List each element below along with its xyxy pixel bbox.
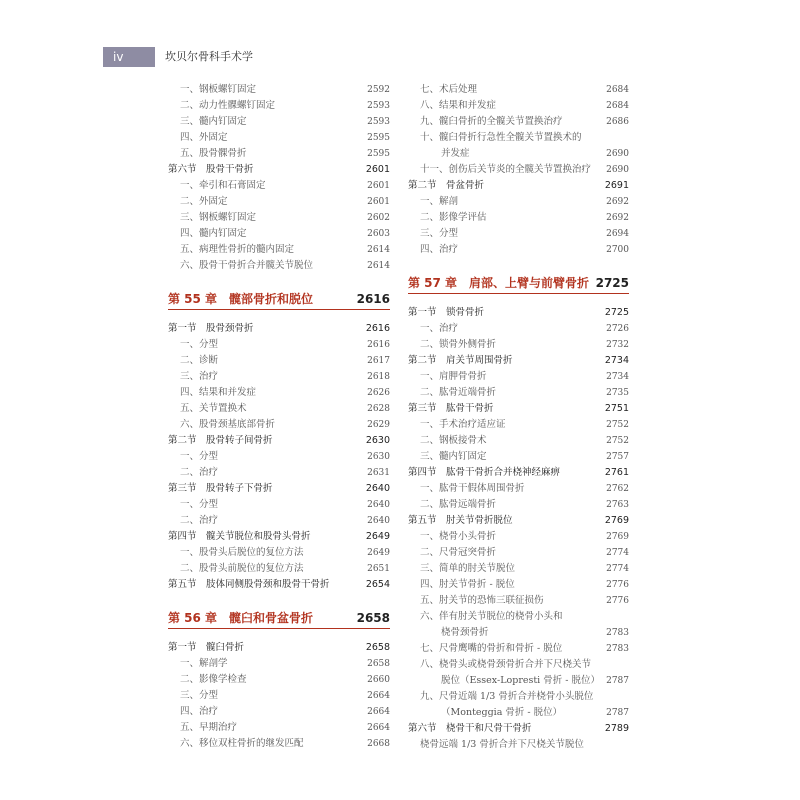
toc-entry-page: 2732 (606, 340, 629, 350)
toc-entry-title: 五、早期治疗 (180, 722, 238, 733)
toc-entry-page: 2763 (606, 500, 629, 510)
toc-entry (408, 210, 629, 226)
toc-entry-title: 四、治疗 (420, 244, 459, 255)
toc-entry-title: 第二节 肩关节周围骨折 (408, 355, 513, 366)
toc-entry-title: 十一、创伤后关节炎的全髋关节置换治疗 (420, 164, 592, 175)
toc-entry (168, 369, 390, 385)
toc-entry-title: 一、肱骨干假体周围骨折 (420, 483, 525, 494)
toc-entry-page: 2614 (367, 245, 390, 255)
toc-entry-title: 二、治疗 (180, 467, 219, 478)
toc-entry (408, 497, 629, 513)
toc-entry (408, 114, 629, 130)
toc-entry-page: 2787 (606, 708, 629, 718)
toc-entry-title: 第六节 桡骨干和尺骨干骨折 (408, 723, 532, 734)
toc-entry-page: 2692 (606, 213, 629, 223)
toc-entry-title: 五、关节置换术 (180, 403, 247, 414)
toc-section (408, 721, 629, 737)
toc-entry-page: 2664 (367, 723, 390, 733)
toc-entry-title: 二、治疗 (180, 515, 219, 526)
toc-entry (408, 657, 629, 673)
toc-entry (168, 545, 390, 561)
toc-entry (168, 178, 390, 194)
toc-entry-page: 2774 (606, 548, 629, 558)
toc-entry (408, 593, 629, 609)
toc-entry (408, 162, 629, 178)
toc-section (168, 529, 390, 545)
toc-entry-title: 第五节 肘关节骨折脱位 (408, 515, 513, 526)
toc-entry-page: 2751 (604, 403, 629, 414)
toc-entry (408, 737, 629, 753)
toc-entry (168, 449, 390, 465)
toc-entry-page: 2595 (367, 149, 390, 159)
toc-entry-title: 四、结果和并发症 (180, 387, 257, 398)
toc-entry-page: 2725 (595, 276, 629, 290)
toc-entry-title: 七、术后处理 (420, 84, 478, 95)
toc-entry-title: 一、解剖 (420, 196, 459, 207)
toc-chapter (408, 272, 629, 294)
toc-section (408, 465, 629, 481)
toc-entry (408, 130, 629, 146)
toc-entry-page: 2651 (367, 564, 390, 574)
toc-entry (168, 561, 390, 577)
toc-entry-page: 2725 (604, 307, 629, 318)
toc-entry (168, 82, 390, 98)
toc-entry (408, 529, 629, 545)
toc-entry-title: 八、桡骨头或桡骨颈骨折合并下尺桡关节 (420, 659, 592, 670)
toc-entry-title: 二、外固定 (180, 196, 228, 207)
toc-entry-title: 八、结果和并发症 (420, 100, 497, 111)
toc-entry-page: 2618 (367, 372, 390, 382)
toc-entry-page: 2752 (606, 420, 629, 430)
toc-entry-page: 2617 (367, 356, 390, 366)
toc-entry-page: 2769 (604, 515, 629, 526)
toc-entry-title: 二、锁骨外侧骨折 (420, 339, 497, 350)
chapter-divider (168, 309, 390, 310)
toc-entry-page: 2630 (367, 452, 390, 462)
toc-entry-page: 2691 (604, 180, 629, 191)
toc-entry-title: 第二节 骨盆骨折 (408, 180, 485, 191)
toc-entry (168, 130, 390, 146)
toc-section (168, 162, 390, 178)
toc-entry-title: 十、髋臼骨折行急性全髋关节置换术的 (420, 132, 582, 143)
toc-entry-page: 2776 (606, 580, 629, 590)
toc-entry (408, 82, 629, 98)
toc-entry (408, 385, 629, 401)
toc-entry-page: 2640 (365, 483, 390, 494)
toc-entry-page: 2690 (606, 165, 629, 175)
toc-entry-page: 2628 (367, 404, 390, 414)
toc-entry-title: 一、牵引和石膏固定 (180, 180, 266, 191)
toc-entry-title: 五、病理性骨折的髓内固定 (180, 244, 295, 255)
toc-entry (168, 497, 390, 513)
toc-entry (168, 720, 390, 736)
toc-entry (168, 656, 390, 672)
toc-entry-page: 2603 (367, 229, 390, 239)
toc-entry (408, 609, 629, 625)
toc-section (408, 178, 629, 194)
toc-entry-page: 2616 (356, 292, 390, 306)
toc-entry (408, 194, 629, 210)
toc-entry-page: 2690 (606, 149, 629, 159)
toc-entry-title: 第一节 髋臼骨折 (168, 642, 245, 653)
toc-entry (168, 513, 390, 529)
toc-entry (168, 417, 390, 433)
toc-entry-title: 四、髓内钉固定 (180, 228, 247, 239)
toc-entry-page: 2664 (367, 691, 390, 701)
toc-section (408, 353, 629, 369)
toc-entry (168, 688, 390, 704)
toc-entry-title: 第四节 髋关节脱位和股骨头骨折 (168, 531, 311, 542)
toc-entry-title: 五、肘关节的恐怖三联征损伤 (420, 595, 544, 606)
toc-entry-title: 第三节 肱骨干骨折 (408, 403, 494, 414)
toc-entry-page: 2762 (606, 484, 629, 494)
toc-entry (408, 641, 629, 657)
toc-entry-title: 桡骨远端 1/3 骨折合并下尺桡关节脱位 (420, 739, 584, 750)
toc-entry-page: 2769 (606, 532, 629, 542)
toc-entry-title: 第四节 肱骨干骨折合并桡神经麻痹 (408, 467, 561, 478)
toc-section (168, 577, 390, 593)
toc-section (408, 305, 629, 321)
toc-entry-title: 第 56 章 髋臼和骨盆骨折 (168, 611, 314, 625)
toc-entry-title: 六、股骨颈基底部骨折 (180, 419, 276, 430)
toc-entry-title: 二、诊断 (180, 355, 219, 366)
toc-entry-page: 2776 (606, 596, 629, 606)
toc-entry (408, 242, 629, 258)
toc-entry (408, 98, 629, 114)
toc-entry-title: 三、治疗 (180, 371, 219, 382)
toc-entry-page: 2787 (606, 676, 629, 686)
toc-section (408, 401, 629, 417)
toc-entry (168, 736, 390, 752)
toc-entry (168, 114, 390, 130)
toc-entry (168, 98, 390, 114)
toc-entry-title: 三、分型 (180, 690, 219, 701)
toc-entry (408, 417, 629, 433)
toc-entry (168, 210, 390, 226)
toc-entry-page: 2783 (606, 644, 629, 654)
toc-entry-title: 二、尺骨冠突骨折 (420, 547, 497, 558)
toc-entry-page: 2593 (367, 101, 390, 111)
toc-entry-title: 六、伴有肘关节脱位的桡骨小头和 (420, 611, 563, 622)
toc-entry-title: 一、分型 (180, 339, 219, 350)
toc-entry-title: 桡骨颈骨折 (441, 627, 489, 638)
toc-entry-title: 脱位（Essex-Lopresti 骨折 - 脱位） (441, 675, 600, 686)
toc-entry-page: 2649 (367, 548, 390, 558)
toc-entry (408, 369, 629, 385)
toc-entry-page: 2735 (606, 388, 629, 398)
toc-entry (408, 321, 629, 337)
toc-entry-page: 2660 (367, 675, 390, 685)
toc-entry-page: 2658 (356, 611, 390, 625)
toc-entry-title: 二、影像学评估 (420, 212, 487, 223)
toc-entry-title: 一、桡骨小头骨折 (420, 531, 497, 542)
toc-entry-page: 2640 (367, 500, 390, 510)
toc-entry-page: 2649 (365, 531, 390, 542)
toc-entry-title: 四、肘关节骨折 - 脱位 (420, 579, 515, 590)
toc-entry-page: 2616 (365, 323, 390, 334)
toc-entry (168, 401, 390, 417)
toc-entry-title: 六、股骨干骨折合并髋关节脱位 (180, 260, 314, 271)
chapter-divider (408, 293, 629, 294)
toc-entry-page: 2654 (365, 579, 390, 590)
toc-entry-title: 一、股骨头后脱位的复位方法 (180, 547, 304, 558)
toc-entry-page: 2602 (367, 213, 390, 223)
toc-entry-page: 2631 (367, 468, 390, 478)
toc-entry-title: 第六节 股骨干骨折 (168, 164, 254, 175)
toc-entry-title: 第三节 股骨转子下骨折 (168, 483, 273, 494)
toc-entry-title: 七、尺骨鹰嘴的骨折和骨折 - 脱位 (420, 643, 563, 654)
toc-entry-page: 2616 (367, 340, 390, 350)
toc-entry-title: 九、尺骨近端 1/3 骨折合并桡骨小头脱位 (420, 691, 594, 702)
chapter-divider (168, 628, 390, 629)
toc-entry (168, 194, 390, 210)
toc-entry (408, 226, 629, 242)
toc-entry (408, 561, 629, 577)
toc-entry-title: 四、外固定 (180, 132, 228, 143)
toc-entry-title: 五、股骨髁骨折 (180, 148, 247, 159)
toc-entry-title: 一、肩胛骨骨折 (420, 371, 487, 382)
toc-entry-title: 二、股骨头前脱位的复位方法 (180, 563, 304, 574)
toc-entry-title: 一、分型 (180, 499, 219, 510)
toc-entry-title: 第一节 锁骨骨折 (408, 307, 485, 318)
toc-entry (408, 449, 629, 465)
toc-entry (408, 577, 629, 593)
toc-entry-page: 2757 (606, 452, 629, 462)
toc-section (168, 321, 390, 337)
toc-entry (408, 146, 629, 162)
toc-entry-title: 一、分型 (180, 451, 219, 462)
toc-entry-title: 六、移位双柱骨折的继发匹配 (180, 738, 304, 749)
toc-entry-title: 第 55 章 髋部骨折和脱位 (168, 292, 314, 306)
toc-entry-title: 二、肱骨近端骨折 (420, 387, 497, 398)
toc-entry-title: 四、治疗 (180, 706, 219, 717)
toc-section (168, 433, 390, 449)
toc-entry-title: 九、髋臼骨折的全髋关节置换治疗 (420, 116, 563, 127)
toc-section (408, 513, 629, 529)
toc-entry-title: 第一节 股骨颈骨折 (168, 323, 254, 334)
toc-entry-title: 第五节 肢体同侧股骨颈和股骨干骨折 (168, 579, 330, 590)
toc-entry-page: 2614 (367, 261, 390, 271)
toc-entry-page: 2601 (367, 181, 390, 191)
toc-entry-title: 二、肱骨远端骨折 (420, 499, 497, 510)
toc-entry (408, 625, 629, 641)
toc-entry-title: 并发症 (441, 148, 470, 159)
toc-entry-title: 二、影像学检查 (180, 674, 247, 685)
toc-entry-page: 2658 (365, 642, 390, 653)
toc-entry (408, 673, 629, 689)
toc-entry (168, 337, 390, 353)
toc-entry-page: 2626 (367, 388, 390, 398)
toc-entry-page: 2595 (367, 133, 390, 143)
toc-entry-page: 2692 (606, 197, 629, 207)
toc-entry-title: 一、钢板螺钉固定 (180, 84, 257, 95)
toc-entry (168, 146, 390, 162)
toc-entry (408, 545, 629, 561)
toc-entry-page: 2734 (606, 372, 629, 382)
toc-entry-title: 第 57 章 肩部、上臂与前臂骨折 (408, 276, 590, 290)
toc-entry (168, 242, 390, 258)
toc-entry (408, 481, 629, 497)
toc-entry (168, 226, 390, 242)
toc-entry (168, 385, 390, 401)
toc-entry-page: 2684 (606, 85, 629, 95)
toc-entry-page: 2629 (367, 420, 390, 430)
toc-entry (408, 689, 629, 705)
toc-entry-title: 三、简单的肘关节脱位 (420, 563, 516, 574)
toc-entry-title: 三、髓内钉固定 (180, 116, 247, 127)
toc-entry-page: 2684 (606, 101, 629, 111)
toc-entry-page: 2658 (367, 659, 390, 669)
toc-entry-title: 三、髓内钉固定 (420, 451, 487, 462)
toc-entry (168, 258, 390, 274)
toc-entry-page: 2774 (606, 564, 629, 574)
toc-entry-page: 2783 (606, 628, 629, 638)
toc-section (168, 481, 390, 497)
toc-entry (168, 465, 390, 481)
toc-entry-page: 2664 (367, 707, 390, 717)
toc-section (168, 640, 390, 656)
toc-entry-page: 2592 (367, 85, 390, 95)
toc-entry-page: 2640 (367, 516, 390, 526)
toc-entry (408, 337, 629, 353)
toc-entry-page: 2700 (606, 245, 629, 255)
toc-entry-title: 一、治疗 (420, 323, 459, 334)
toc-entry-page: 2761 (604, 467, 629, 478)
toc-entry (168, 704, 390, 720)
toc-entry (168, 672, 390, 688)
toc-chapter (168, 288, 390, 310)
toc-entry-title: 第二节 股骨转子间骨折 (168, 435, 273, 446)
toc-entry-page: 2601 (367, 197, 390, 207)
toc-entry-title: 一、解剖学 (180, 658, 228, 669)
toc-entry (408, 705, 629, 721)
toc-entry-page: 2686 (606, 117, 629, 127)
toc-entry-page: 2668 (367, 739, 390, 749)
book-title: 坎贝尔骨科手术学 (165, 50, 253, 63)
toc-entry-title: 三、钢板螺钉固定 (180, 212, 257, 223)
page-number-badge: iv (103, 47, 155, 67)
toc-entry (168, 353, 390, 369)
toc-entry-title: 一、手术治疗适应证 (420, 419, 506, 430)
toc-entry-page: 2752 (606, 436, 629, 446)
toc-entry-page: 2593 (367, 117, 390, 127)
toc-chapter (168, 607, 390, 629)
toc-entry-page: 2694 (606, 229, 629, 239)
toc-entry-title: 二、钢板接骨术 (420, 435, 487, 446)
toc-entry-title: 三、分型 (420, 228, 459, 239)
toc-entry-title: 二、动力性髁螺钉固定 (180, 100, 276, 111)
toc-entry-title: （Monteggia 骨折 - 脱位） (441, 707, 563, 718)
toc-entry-page: 2734 (604, 355, 629, 366)
toc-entry-page: 2601 (365, 164, 390, 175)
toc-entry-page: 2630 (365, 435, 390, 446)
toc-entry-page: 2726 (606, 324, 629, 334)
toc-entry-page: 2789 (604, 723, 629, 734)
toc-entry (408, 433, 629, 449)
